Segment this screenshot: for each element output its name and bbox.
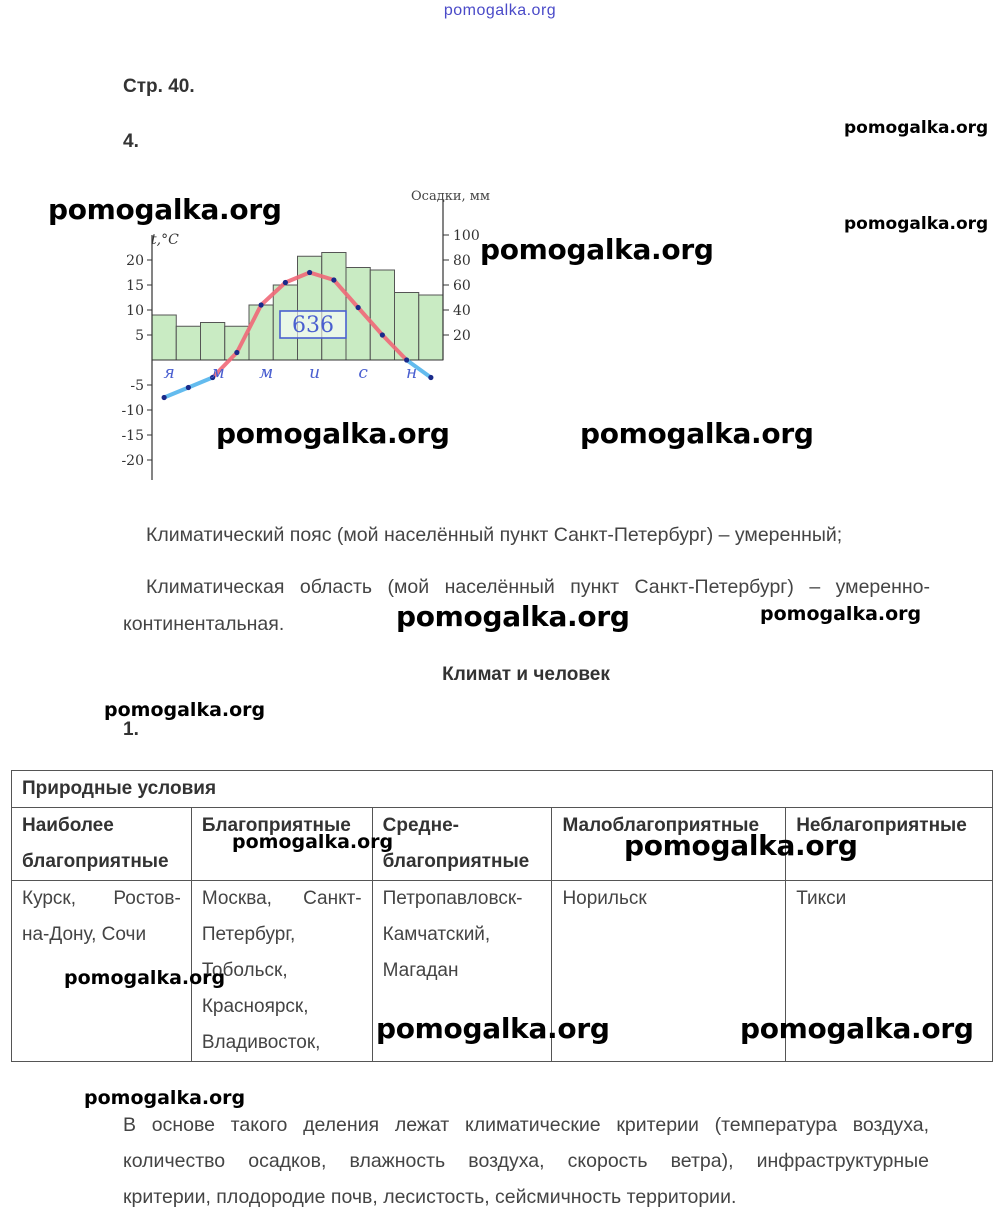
temperature-point <box>404 357 409 362</box>
watermark: pomogalka.org <box>624 829 858 862</box>
temperature-tick-label: 20 <box>126 253 144 269</box>
temperature-tick-label: -10 <box>121 403 144 419</box>
temperature-point <box>428 375 433 380</box>
watermark: pomogalka.org <box>760 603 922 625</box>
watermark: pomogalka.org <box>396 600 630 633</box>
section-title: Климат и человек <box>442 664 610 685</box>
precipitation-tick-label: 40 <box>453 303 471 319</box>
temperature-tick-label: -15 <box>121 428 144 444</box>
temperature-tick-label: 10 <box>126 303 144 319</box>
month-label: с <box>358 363 368 383</box>
precipitation-tick-label: 100 <box>453 228 480 244</box>
site-link[interactable]: pomogalka.org <box>443 2 557 19</box>
table-cell: Москва, Санкт- Петербург, Тобольск, Красноярск, Владивосток, <box>191 881 372 1062</box>
temperature-point <box>331 277 336 282</box>
watermark: pomogalka.org <box>740 1012 974 1045</box>
precipitation-bar <box>249 305 273 360</box>
conclusion-line-3: критерии, плодородие почв, лесистость, сейсмичность территории. <box>123 1186 737 1208</box>
annual-total: 636 <box>292 313 334 338</box>
precipitation-bar <box>346 268 370 361</box>
table-cell: Курск, Ростов- на-Дону, Сочи <box>12 881 192 1062</box>
month-label: н <box>406 363 418 383</box>
watermark: pomogalka.org <box>480 233 714 266</box>
temperature-point <box>162 395 167 400</box>
temperature-point <box>234 350 239 355</box>
table-header-cell: Благоприятные <box>191 808 372 881</box>
climate-region-text-1: Климатическая область (мой населённый пункт Санкт-Петербург) – умеренно- <box>146 576 930 598</box>
table-header-cell: Наиболее благоприятные <box>12 808 192 881</box>
temperature-tick-label: -20 <box>121 453 144 469</box>
page-label: Стр. 40. <box>123 76 195 97</box>
watermark: pomogalka.org <box>216 417 450 450</box>
item-number: 1. <box>123 719 139 740</box>
watermark: pomogalka.org <box>580 417 814 450</box>
watermark: pomogalka.org <box>376 1012 610 1045</box>
temperature-axis-label: t,°C <box>151 232 179 248</box>
temperature-point <box>307 270 312 275</box>
table-cell: Норильск <box>552 881 786 1062</box>
month-label: м <box>259 363 274 383</box>
precipitation-tick-label: 20 <box>453 328 471 344</box>
watermark: pomogalka.org <box>84 1087 246 1109</box>
temperature-tick-label: 15 <box>126 278 144 294</box>
month-label: и <box>309 363 321 383</box>
month-label: я <box>163 363 175 383</box>
watermark: pomogalka.org <box>844 214 989 234</box>
watermark: pomogalka.org <box>48 193 282 226</box>
precipitation-bar <box>419 295 443 360</box>
table-cell: Тикси <box>786 881 993 1062</box>
conclusion-line-1: В основе такого деления лежат климатические критерии (температура воздуха, <box>123 1114 929 1136</box>
precipitation-axis-label: Осадки, мм <box>411 189 490 204</box>
table-cell: Петропавловск- Камчатский, Магадан <box>372 881 552 1062</box>
temperature-point <box>283 280 288 285</box>
table-header-cell: Неблагоприятные <box>786 808 993 881</box>
temperature-tick-label: 5 <box>135 328 144 344</box>
conclusion-line-2: количество осадков, влажность воздуха, скорость ветра), инфраструктурные <box>123 1150 929 1172</box>
temperature-point <box>259 302 264 307</box>
watermark: pomogalka.org <box>64 967 226 989</box>
watermark: pomogalka.org <box>232 831 394 853</box>
temperature-point <box>380 332 385 337</box>
watermark: pomogalka.org <box>104 699 266 721</box>
temperature-point <box>356 305 361 310</box>
table-header-cell: Средне- благоприятные <box>372 808 552 881</box>
table-title: Природные условия <box>12 771 993 808</box>
temperature-tick-label: -5 <box>130 378 144 394</box>
precipitation-tick-label: 60 <box>453 278 471 294</box>
table-header-cell: Малоблагоприятные <box>552 808 786 881</box>
precipitation-tick-label: 80 <box>453 253 471 269</box>
precipitation-bars <box>152 253 443 361</box>
temperature-point <box>186 385 191 390</box>
precipitation-bar <box>176 326 200 360</box>
precipitation-bar <box>322 253 346 361</box>
precipitation-bar <box>152 315 176 360</box>
precipitation-bar <box>201 323 225 361</box>
watermark: pomogalka.org <box>844 118 989 138</box>
month-label: м <box>210 363 225 383</box>
precipitation-ticks <box>443 228 480 344</box>
temperature-ticks <box>121 253 152 469</box>
climate-region-text-2: континентальная. <box>123 613 285 635</box>
climate-zone-text: Климатический пояс (мой населённый пункт Санкт-Петербург) – умеренный; <box>146 524 843 546</box>
task-number: 4. <box>123 131 139 152</box>
